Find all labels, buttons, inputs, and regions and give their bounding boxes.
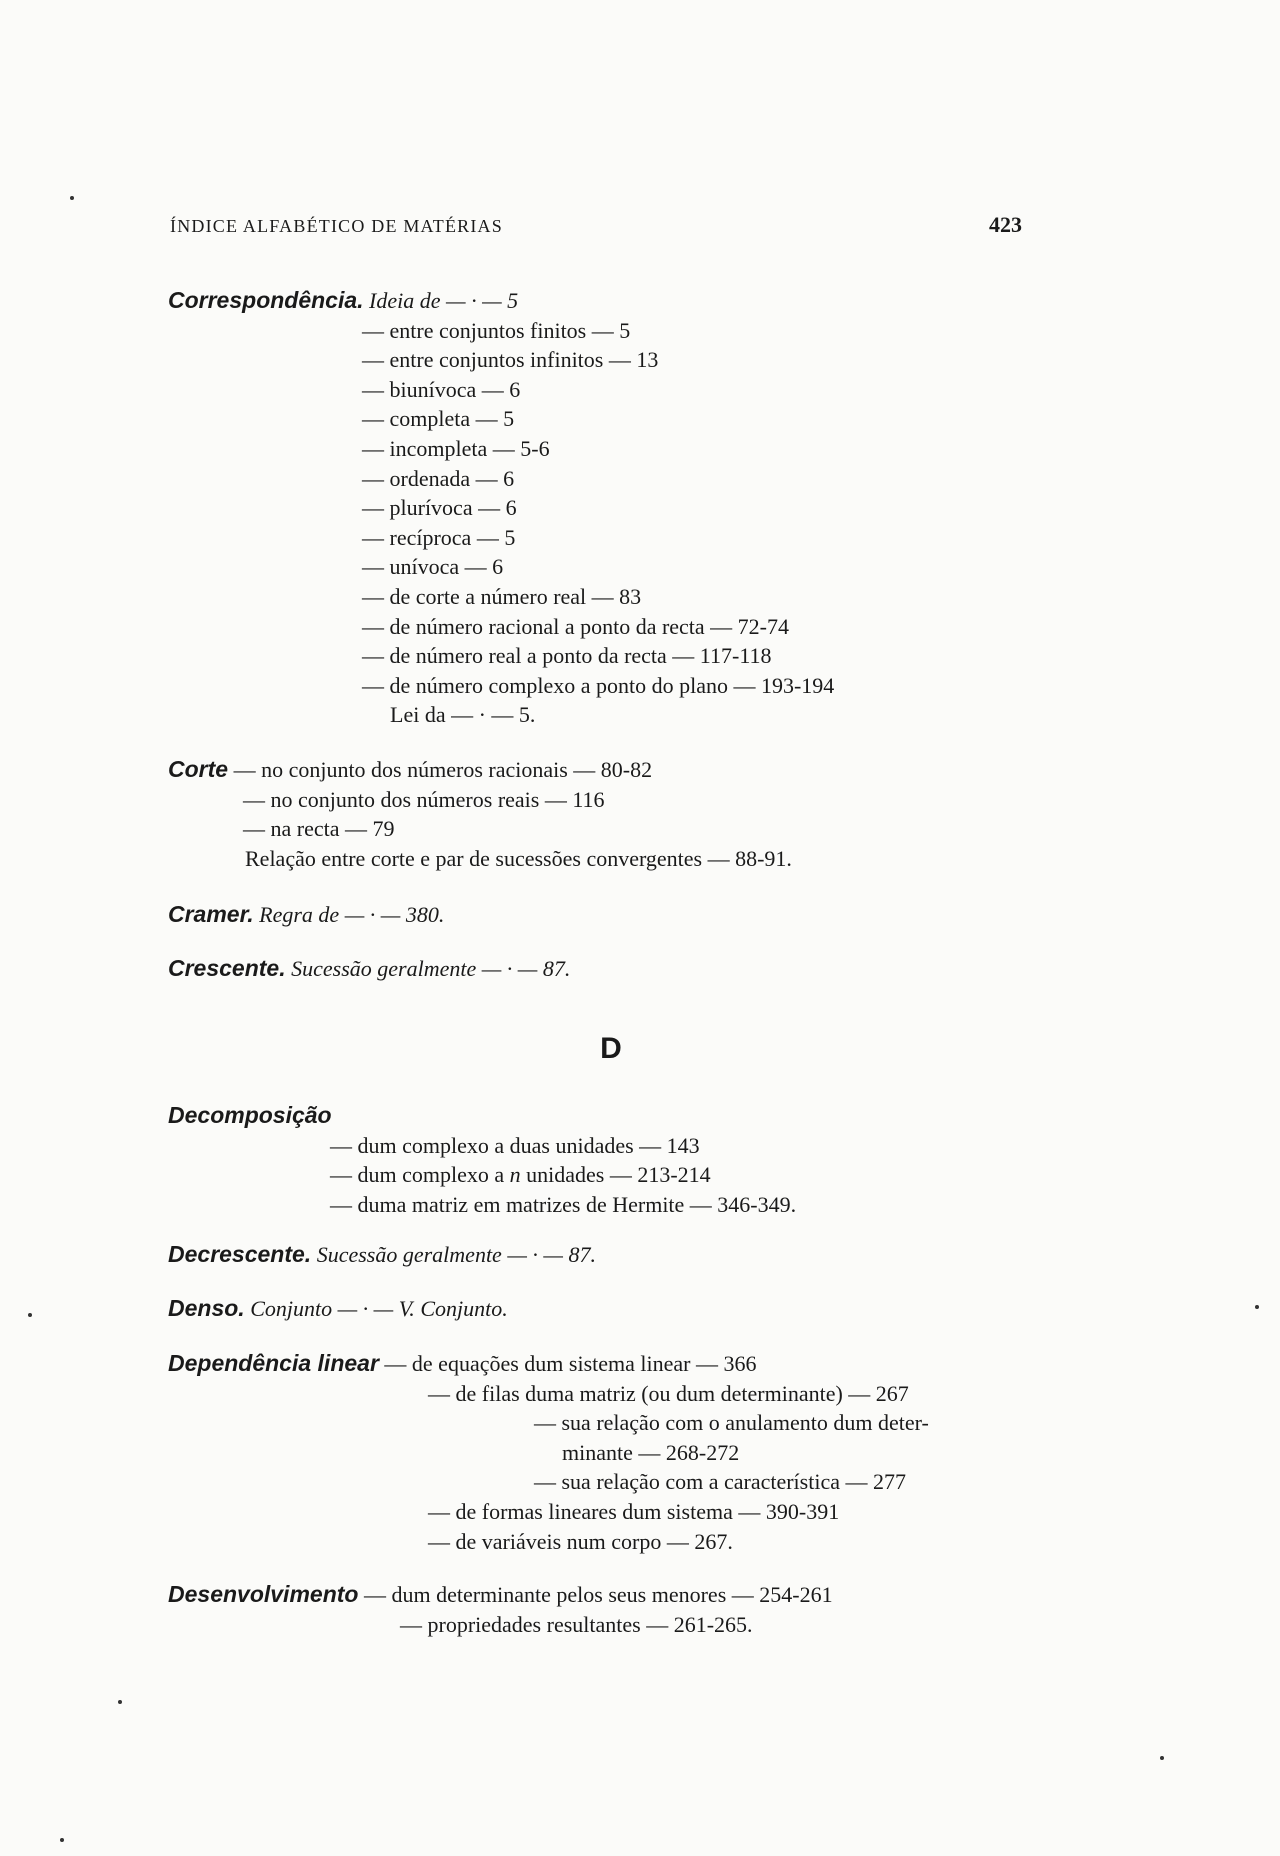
page-number: 423 bbox=[989, 212, 1022, 237]
index-entry-decomposicao bbox=[168, 1101, 796, 1219]
entry-heading: Denso. bbox=[168, 1295, 245, 1321]
subentry: — unívoca — 6 bbox=[362, 554, 504, 580]
entry-heading: Correspondência. bbox=[168, 287, 364, 313]
entry-text: Sucessão geralmente — · — 87. bbox=[291, 956, 571, 981]
subentry: — dum complexo a duas unidades — 143 bbox=[330, 1132, 700, 1158]
subentry: — no conjunto dos números reais — 116 bbox=[243, 786, 605, 812]
subentry: — completa — 5 bbox=[362, 406, 515, 432]
entry-heading: Decomposição bbox=[168, 1102, 332, 1128]
subentry: — sua relação com o anulamento dum deter- bbox=[534, 1410, 929, 1436]
entry-text: Conjunto — · — V. bbox=[250, 1296, 421, 1321]
entry-subentries bbox=[362, 316, 834, 730]
index-entry-corte bbox=[168, 755, 792, 873]
subentry: — duma matriz em matrizes de Hermite — 346-349. bbox=[330, 1191, 797, 1217]
scan-speck bbox=[70, 196, 74, 200]
subentry: — de número real a ponto da recta — 117-118 bbox=[362, 643, 772, 669]
index-entry-crescente bbox=[168, 954, 570, 984]
entry-text: Sucessão geralmente — · — 87. bbox=[316, 1242, 596, 1267]
scan-speck bbox=[118, 1700, 122, 1704]
index-entry-denso bbox=[168, 1294, 508, 1324]
entry-text: Regra de — · — 380. bbox=[259, 902, 445, 927]
index-entry-decrescente bbox=[168, 1240, 596, 1270]
subentry: — de variáveis num corpo — 267. bbox=[428, 1528, 733, 1554]
scan-speck bbox=[1255, 1305, 1259, 1309]
scan-speck bbox=[1160, 1756, 1164, 1760]
entry-subentries bbox=[330, 1131, 796, 1220]
subentry: — de número racional a ponto da recta — 72-74 bbox=[362, 613, 790, 639]
running-header bbox=[170, 212, 1022, 238]
subentry: — incompleta — 5-6 bbox=[362, 435, 550, 461]
index-entry-cramer bbox=[168, 900, 444, 930]
entry-first-line: — dum determinante pelos seus menores — 254-261 bbox=[363, 1582, 833, 1607]
subentry: — na recta — 79 bbox=[243, 816, 395, 842]
subentry: — recíproca — 5 bbox=[362, 524, 516, 550]
subentry: — de formas lineares dum sistema — 390-391 bbox=[428, 1498, 840, 1524]
entry-first-line: — no conjunto dos números racionais — 80-82 bbox=[233, 757, 653, 782]
entry-heading: Decrescente. bbox=[168, 1241, 312, 1267]
subentry: Relação entre corte e par de sucessões convergentes — 88-91. bbox=[245, 845, 792, 871]
subentry: — entre conjuntos infinitos — 13 bbox=[362, 347, 659, 373]
entry-first-line: — de equações dum sistema linear — 366 bbox=[384, 1351, 757, 1376]
entry-subentries bbox=[428, 1379, 929, 1557]
entry-heading: Corte bbox=[168, 756, 229, 782]
entry-heading: Crescente. bbox=[168, 955, 286, 981]
subentry: — dum complexo a n unidades — 213-214 bbox=[330, 1162, 711, 1188]
scan-speck bbox=[28, 1313, 32, 1317]
header-title: ÍNDICE ALFABÉTICO DE MATÉRIAS bbox=[170, 216, 503, 236]
entry-heading: Cramer. bbox=[168, 901, 254, 927]
index-entry-dependencia-linear bbox=[168, 1349, 929, 1556]
entry-subentries bbox=[243, 785, 792, 874]
subentry: Lei da — · — 5. bbox=[390, 702, 536, 728]
subentry: — plurívoca — 6 bbox=[362, 495, 517, 521]
subentry: — de filas duma matriz (ou dum determinante) — 267 bbox=[428, 1380, 909, 1406]
entry-heading: Dependência linear bbox=[168, 1350, 379, 1376]
subentry: — entre conjuntos finitos — 5 bbox=[362, 317, 631, 343]
subentry: — de número complexo a ponto do plano — 193-194 bbox=[362, 672, 835, 698]
entry-first-line: Ideia de — · — 5 bbox=[369, 288, 519, 313]
entry-subentries bbox=[400, 1610, 833, 1640]
section-letter: D bbox=[600, 1032, 622, 1065]
scan-speck bbox=[60, 1838, 64, 1842]
index-entry-correspondencia bbox=[168, 286, 834, 730]
index-entry-desenvolvimento bbox=[168, 1580, 833, 1639]
entry-heading: Desenvolvimento bbox=[168, 1581, 359, 1607]
subentry: minante — 268-272 bbox=[562, 1439, 740, 1465]
subentry: — sua relação com a característica — 277 bbox=[534, 1469, 906, 1495]
subentry: — propriedades resultantes — 261-265. bbox=[400, 1611, 753, 1637]
entry-cross-reference: Conjunto. bbox=[420, 1296, 508, 1321]
subentry: — biunívoca — 6 bbox=[362, 376, 521, 402]
subentry: — de corte a número real — 83 bbox=[362, 583, 642, 609]
subentry: — ordenada — 6 bbox=[362, 465, 515, 491]
